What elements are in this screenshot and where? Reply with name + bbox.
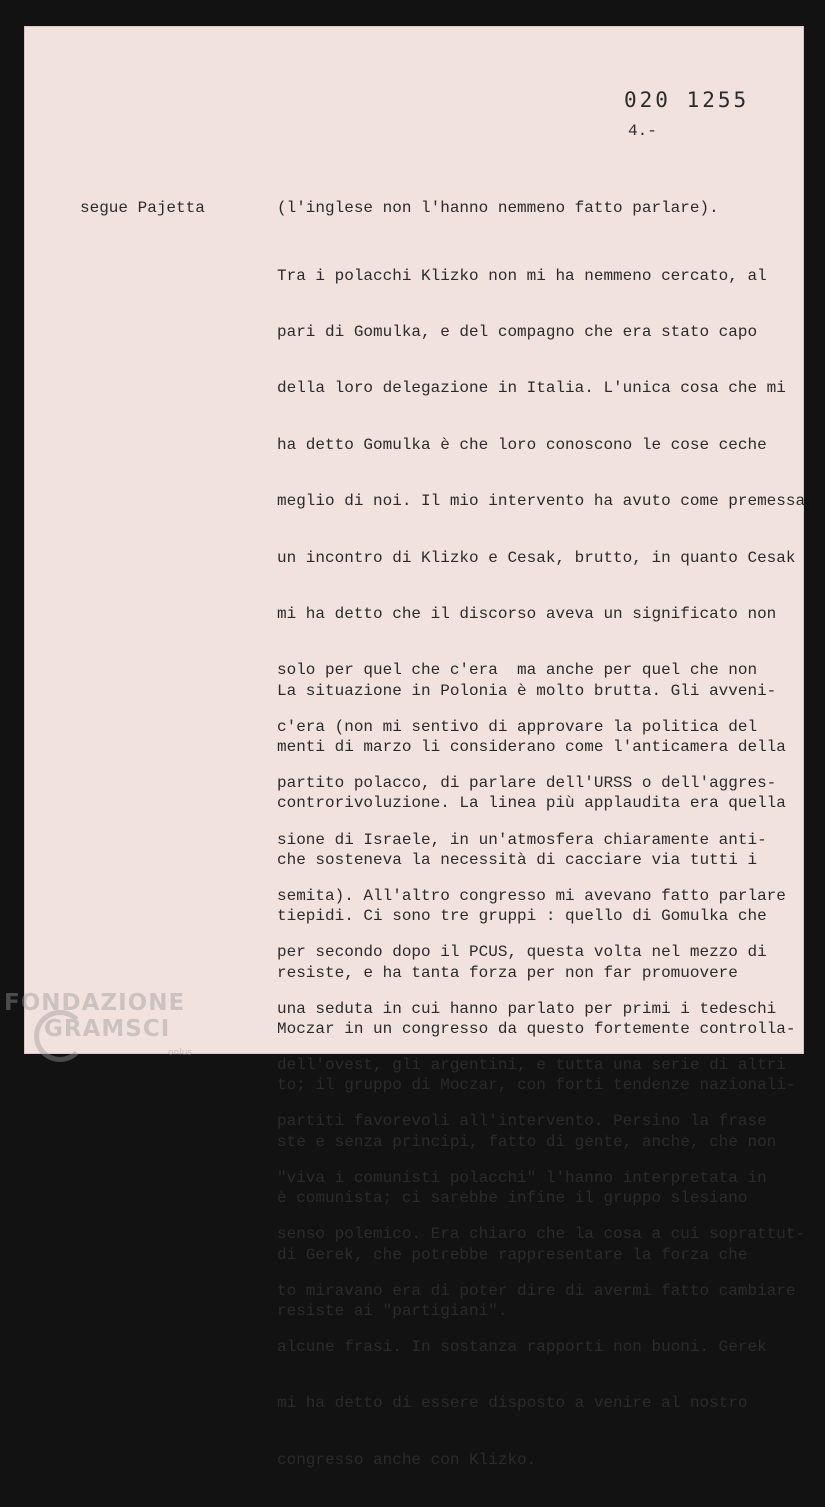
paragraph-line: meglio di noi. Il mio intervento ha avuto come premessa bbox=[277, 492, 806, 511]
paragraph-line: tiepidi. Ci sono tre gruppi : quello di Gomulka che bbox=[277, 907, 767, 926]
paragraph-line: c'era (non mi sentivo di approvare la politica del bbox=[277, 717, 758, 736]
paragraph-line: controrivoluzione. La linea più applaudita era quella bbox=[277, 794, 786, 813]
paragraph-line: mi ha detto che il discorso aveva un significato non bbox=[277, 604, 777, 623]
speaker-label: segue Pajetta bbox=[80, 199, 205, 217]
paragraph-line: La situazione in Polonia è molto brutta. Gli avveni- bbox=[277, 681, 777, 700]
paragraph-line: ha detto Gomulka è che loro conoscono le cose ceche bbox=[277, 435, 767, 454]
paragraph-line: per secondo dopo il PCUS, questa volta nel mezzo di bbox=[277, 943, 767, 962]
paragraph-line: pari di Gomulka, e del compagno che era stato capo bbox=[277, 322, 758, 341]
watermark-line-1: FONDAZIONE bbox=[4, 990, 186, 1016]
page-number: 4.- bbox=[628, 122, 657, 140]
document-page bbox=[24, 26, 806, 1469]
paragraph-line: to; il gruppo di Moczar, con forti tendenze nazionali- bbox=[277, 1076, 796, 1095]
intro-line: (l'inglese non l'hanno nemmeno fatto parlare). bbox=[277, 199, 719, 217]
paragraph-line: resiste ai "partigiani". bbox=[277, 1301, 508, 1320]
paragraph-line: sione di Israele, in un'atmosfera chiaramente anti- bbox=[277, 830, 767, 849]
paragraph-line: della loro delegazione in Italia. L'unica cosa che mi bbox=[277, 379, 786, 398]
fondazione-gramsci-watermark bbox=[4, 990, 204, 1075]
paragraph-line: senso polemico. Era chiaro che la cosa a cui soprattut- bbox=[277, 1225, 806, 1244]
paragraph-line: è comunista; ci sarebbe infine il gruppo slesiano bbox=[277, 1189, 748, 1208]
paragraph-line: alcune frasi. In sostanza rapporti non buoni. Gerek bbox=[277, 1338, 767, 1357]
paragraph-line: to miravano era di poter dire di avermi fatto cambiare bbox=[277, 1281, 796, 1300]
paragraph-line: Tra i polacchi Klizko non mi ha nemmeno cercato, al bbox=[277, 266, 767, 285]
paragraph-line: dell'ovest, gli argentini, e tutta una serie di altri bbox=[277, 1056, 786, 1075]
watermark-line-2: GRAMSCI bbox=[44, 1016, 171, 1042]
paragraph-line: Moczar in un congresso da questo fortemente controlla- bbox=[277, 1019, 796, 1038]
paragraph-line: congresso anche con Klizko. bbox=[277, 1450, 537, 1469]
archive-number: 020 1255 bbox=[624, 88, 750, 112]
paragraph-line: una seduta in cui hanno parlato per primi i tedeschi bbox=[277, 999, 777, 1018]
paragraph-line: di Gerek, che potrebbe rappresentare la forza che bbox=[277, 1245, 748, 1264]
paragraph-line: solo per quel che c'era ma anche per quel che non bbox=[277, 661, 758, 680]
paragraph-line: mi ha detto di essere disposto a venire al nostro bbox=[277, 1394, 748, 1413]
paragraph-line: un incontro di Klizko e Cesak, brutto, in quanto Cesak bbox=[277, 548, 796, 567]
paragraph-line: ste e senza principi, fatto di gente, anche, che non bbox=[277, 1132, 777, 1151]
paragraph-2 bbox=[277, 644, 795, 1358]
paragraph-line: che sosteneva la necessità di cacciare via tutti i bbox=[277, 850, 758, 869]
paragraph-line: semita). All'altro congresso mi avevano fatto parlare bbox=[277, 886, 786, 905]
paragraph-line: menti di marzo li considerano come l'anticamera della bbox=[277, 737, 786, 756]
paragraph-line: resiste, e ha tanta forza per non far promuovere bbox=[277, 963, 738, 982]
watermark-suffix: onlus bbox=[168, 1048, 193, 1058]
paragraph-line: partito polacco, di parlare dell'URSS o dell'aggres- bbox=[277, 774, 777, 793]
paragraph-line: "viva i comunisti polacchi" l'hanno interpretata in bbox=[277, 1168, 767, 1187]
paragraph-line: partiti favorevoli all'intervento. Persino la frase bbox=[277, 1112, 767, 1131]
